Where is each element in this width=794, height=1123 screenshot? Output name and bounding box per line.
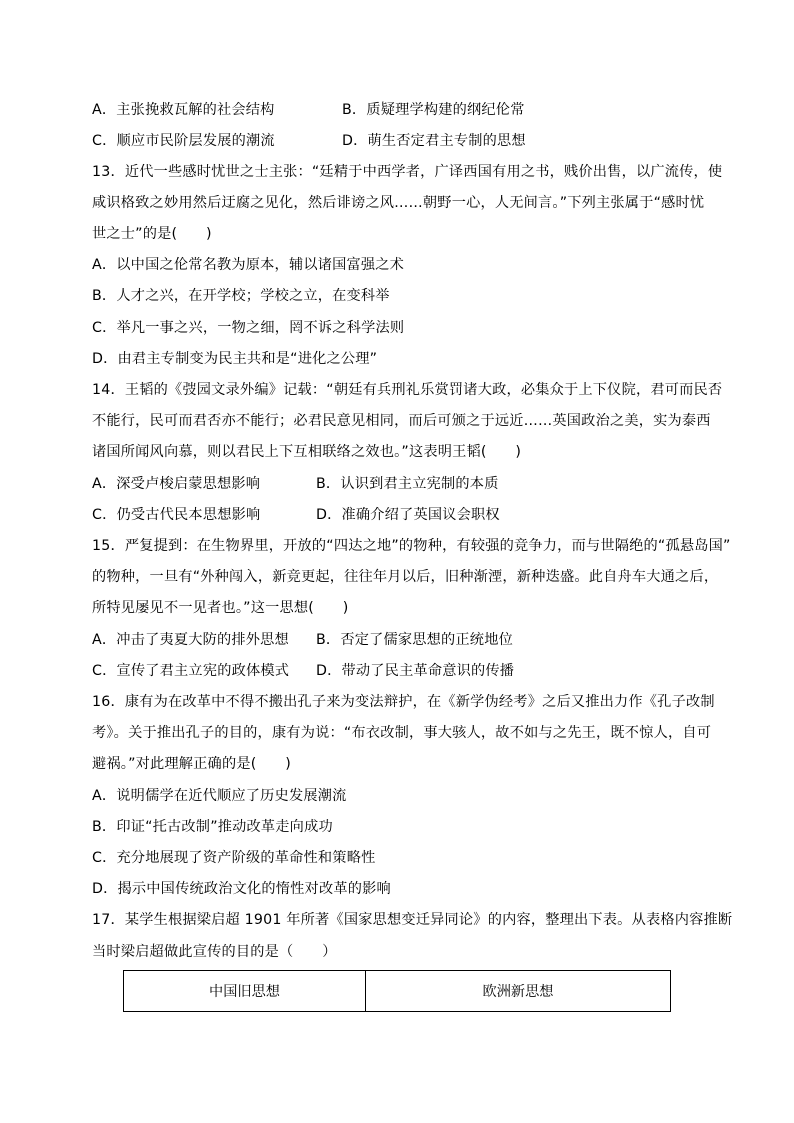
q15-stem-line-1: 15．严复提到：在生物界里，开放的“四达之地”的物种，有较强的竞争力，而与世隔绝的“孤悬岛国” [92,538,731,554]
q12-option-c: C．顺应市民阶层发展的潮流 [92,133,275,149]
q17-stem-line-2: 当时梁启超做此宣传的目的是（ ） [92,944,337,960]
q13-option-b: B．人才之兴，在开学校；学校之立，在变科举 [92,288,390,304]
q14-option-b: B．认识到君主立宪制的本质 [316,476,499,492]
q14-option-c: C．仍受古代民本思想影响 [92,507,261,523]
q17-stem-line-1: 17．某学生根据梁启超 1901 年所著《国家思想变迁异同论》的内容，整理出下表。从表格内容推断 [92,912,733,928]
q14-stem-line-2: 不能行，民可而君否亦不能行；必君民意见相同，而后可颁之于远近……英国政治之美，实为泰西 [92,413,711,429]
q14-stem-line-1: 14．王韬的《弢园文录外编》记载：“朝廷有兵刑礼乐赏罚诸大政，必集众于上下仪院，君可而民否 [92,382,723,398]
table-header-row [124,971,671,1012]
q16-option-b: B．印证“托古改制”推动改革走向成功 [92,819,333,835]
q13-stem-line-1: 13．近代一些感时忧世之士主张：“廷精于中西学者，广译西国有用之书，贱价出售，以广流传，使 [92,164,723,180]
q16-stem-line-3: 避祸。”对此理解正确的是( ) [92,756,291,772]
q16-option-a: A．说明儒学在近代顺应了历史发展潮流 [92,788,347,804]
q16-option-c: C．充分地展现了资产阶级的革命性和策略性 [92,850,376,866]
q13-option-c: C．举凡一事之兴，一物之细，罔不诉之科学法则 [92,320,405,336]
q13-option-a: A．以中国之伦常名教为原本，辅以诸国富强之术 [92,257,405,273]
q14-stem-line-3: 诸国所闻风向慕，则以君民上下互相联络之效也。”这表明王韬( ) [92,444,522,460]
q16-option-d: D．揭示中国传统政治文化的惰性对改革的影响 [92,881,391,897]
table-header-cell: 中国旧思想 [124,971,366,1012]
q16-stem-line-1: 16．康有为在改革中不得不搬出孔子来为变法辩护，在《新学伪经考》之后又推出力作《孔子改制 [92,694,715,710]
q13-option-d: D．由君主专制变为民主共和是“进化之公理” [92,351,378,367]
q15-option-b: B．否定了儒家思想的正统地位 [316,632,513,648]
q13-stem-line-3: 世之士”的是( ) [92,226,212,242]
q17-table [123,970,671,1012]
q15-stem-line-2: 的物种，一旦有“外种闯入，新竞更起，往往年月以后，旧种渐湮，新种迭盛。此自舟车大通之后， [92,569,719,585]
q15-stem-line-3: 所特见屡见不一见者也。”这一思想( ) [92,600,349,616]
q15-option-c: C．宣传了君主立宪的政体模式 [92,663,290,679]
q12-option-b: B．质疑理学构建的纲纪伦常 [342,102,525,118]
q12-option-a: A．主张挽救瓦解的社会结构 [92,102,275,118]
q15-option-d: D．带动了民主革命意识的传播 [316,663,515,679]
q13-stem-line-2: 咸识格致之妙用然后迂腐之见化，然后诽谤之风……朝野一心，人无间言。”下列主张属于“感时忧 [92,195,705,211]
q16-stem-line-2: 考》。关于推出孔子的目的，康有为说：“布衣改制，事大骇人，故不如与之先王，既不惊人，自可 [92,725,712,741]
q15-option-a: A．冲击了夷夏大防的排外思想 [92,632,289,648]
q12-option-d: D．萌生否定君主专制的思想 [342,133,526,149]
q14-option-a: A．深受卢梭启蒙思想影响 [92,476,261,492]
table-header-cell: 欧洲新思想 [366,971,671,1012]
q14-option-d: D．准确介绍了英国议会职权 [316,507,500,523]
